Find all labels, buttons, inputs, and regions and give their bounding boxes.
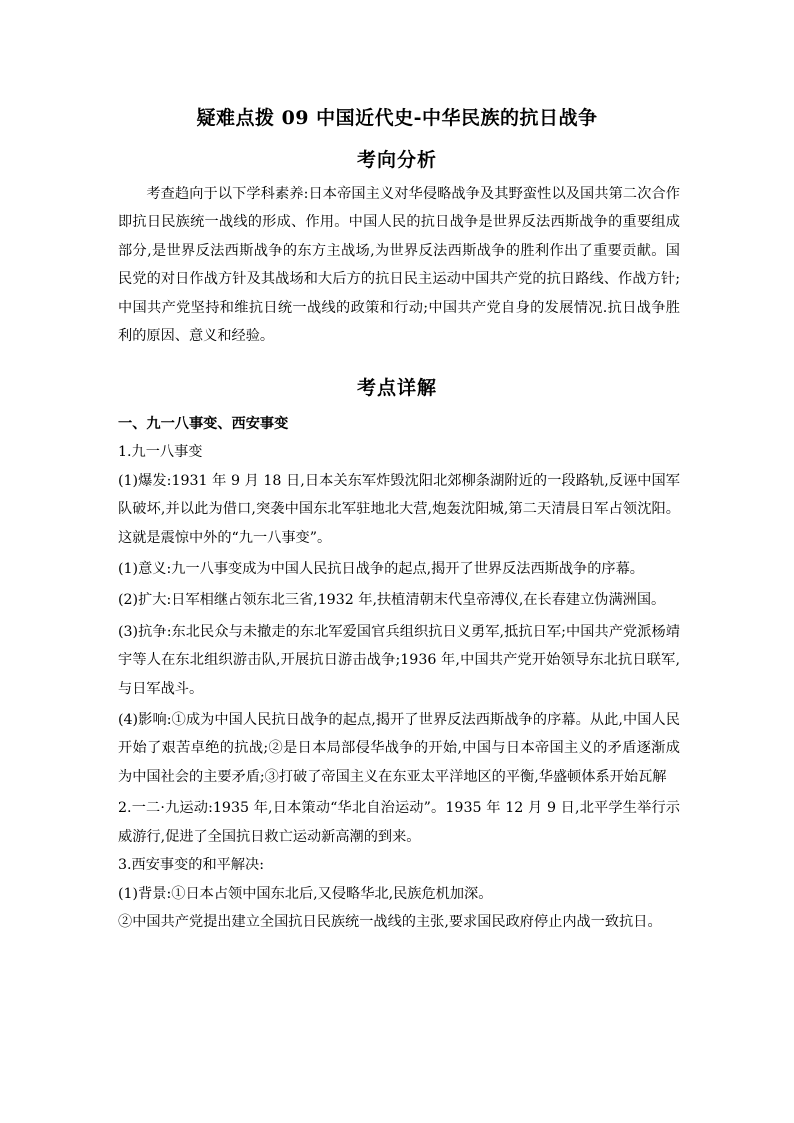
paragraph-outbreak: (1)爆发:1931 年 9 月 18 日,日本关东军炸毁沈阳北郊柳条湖附近的一段路轨,反诬中国军队破坏,并以此为借口,突袭中国东北军驻地北大营,炮轰沈阳城,第二天清晨日军占领沈阳。这就是震惊中外的“九一八事变”。	[118, 472, 680, 546]
paragraph-ccp-proposal: ②中国共产党提出建立全国抗日民族统一战线的主张,要求国民政府停止内战一致抗日。	[118, 913, 662, 930]
paragraph-december-ninth: 2.一二·九运动:1935 年,日本策动“华北自治运动”。1935 年 12 月 9 日,北平学生举行示威游行,促进了全国抗日救亡运动新高潮的到来。	[118, 800, 680, 845]
paragraph-significance: (1)意义:九一八事变成为中国人民抗日战争的起点,揭开了世界反法西斯战争的序幕。	[118, 561, 644, 578]
paragraph-resistance: (3)抗争:东北民众与未撤走的东北军爱国官兵组织抗日义勇军,抵抗日军;中国共产党派杨靖宇等人在东北组织游击队,开展抗日游击战争;1936 年,中国共产党开始领导东北抗日联军,与日军战斗。	[118, 623, 680, 697]
paragraph-impact: (4)影响:①成为中国人民抗日战争的起点,揭开了世界反法西斯战争的序幕。从此,中国人民开始了艰苦卓绝的抗战;②是日本局部侵华战争的开始,中国与日本帝国主义的矛盾逐渐成为中国社会的主要矛盾;③打破了帝国主义在东亚太平洋地区的平衡,华盛顿体系开始瓦解	[118, 712, 680, 785]
paragraph-background: (1)背景:①日本占领中国东北后,又侵略华北,民族危机加深。	[118, 885, 493, 902]
analysis-paragraph: 考查趋向于以下学科素养:日本帝国主义对华侵略战争及其野蛮性以及国共第二次合作即抗日民族统一战线的形成、作用。中国人民的抗日战争是世界反法西斯战争的重要组成部分,是世界反法西斯战争的东方主战场,为世界反法西斯战争的胜利作出了重要贡献。国民党的对日作战方针及其战场和大后方的抗日民主运动中国共产党的抗日路线、作战方针;中国共产党坚持和维抗日统一战线的政策和行动;中国共产党自身的发展情况.抗日战争胜利的原因、意义和经验。	[118, 186, 680, 345]
subsection-heading-1: 1.九一八事变	[118, 444, 203, 461]
paragraph-expansion: (2)扩大:日军相继占领东北三省,1932 年,扶植清朝末代皇帝溥仪,在长春建立伪满洲国。	[118, 592, 666, 609]
detail-heading: 考点详解	[356, 377, 437, 399]
subsection-heading-3: 3.西安事变的和平解决:	[118, 857, 265, 874]
document-title: 疑难点拨 09 中国近代史-中华民族的抗日战争	[196, 107, 598, 129]
analysis-heading: 考向分析	[356, 149, 437, 171]
detail-content	[118, 410, 680, 936]
section-heading-1: 一、九一八事变、西安事变	[118, 416, 289, 432]
